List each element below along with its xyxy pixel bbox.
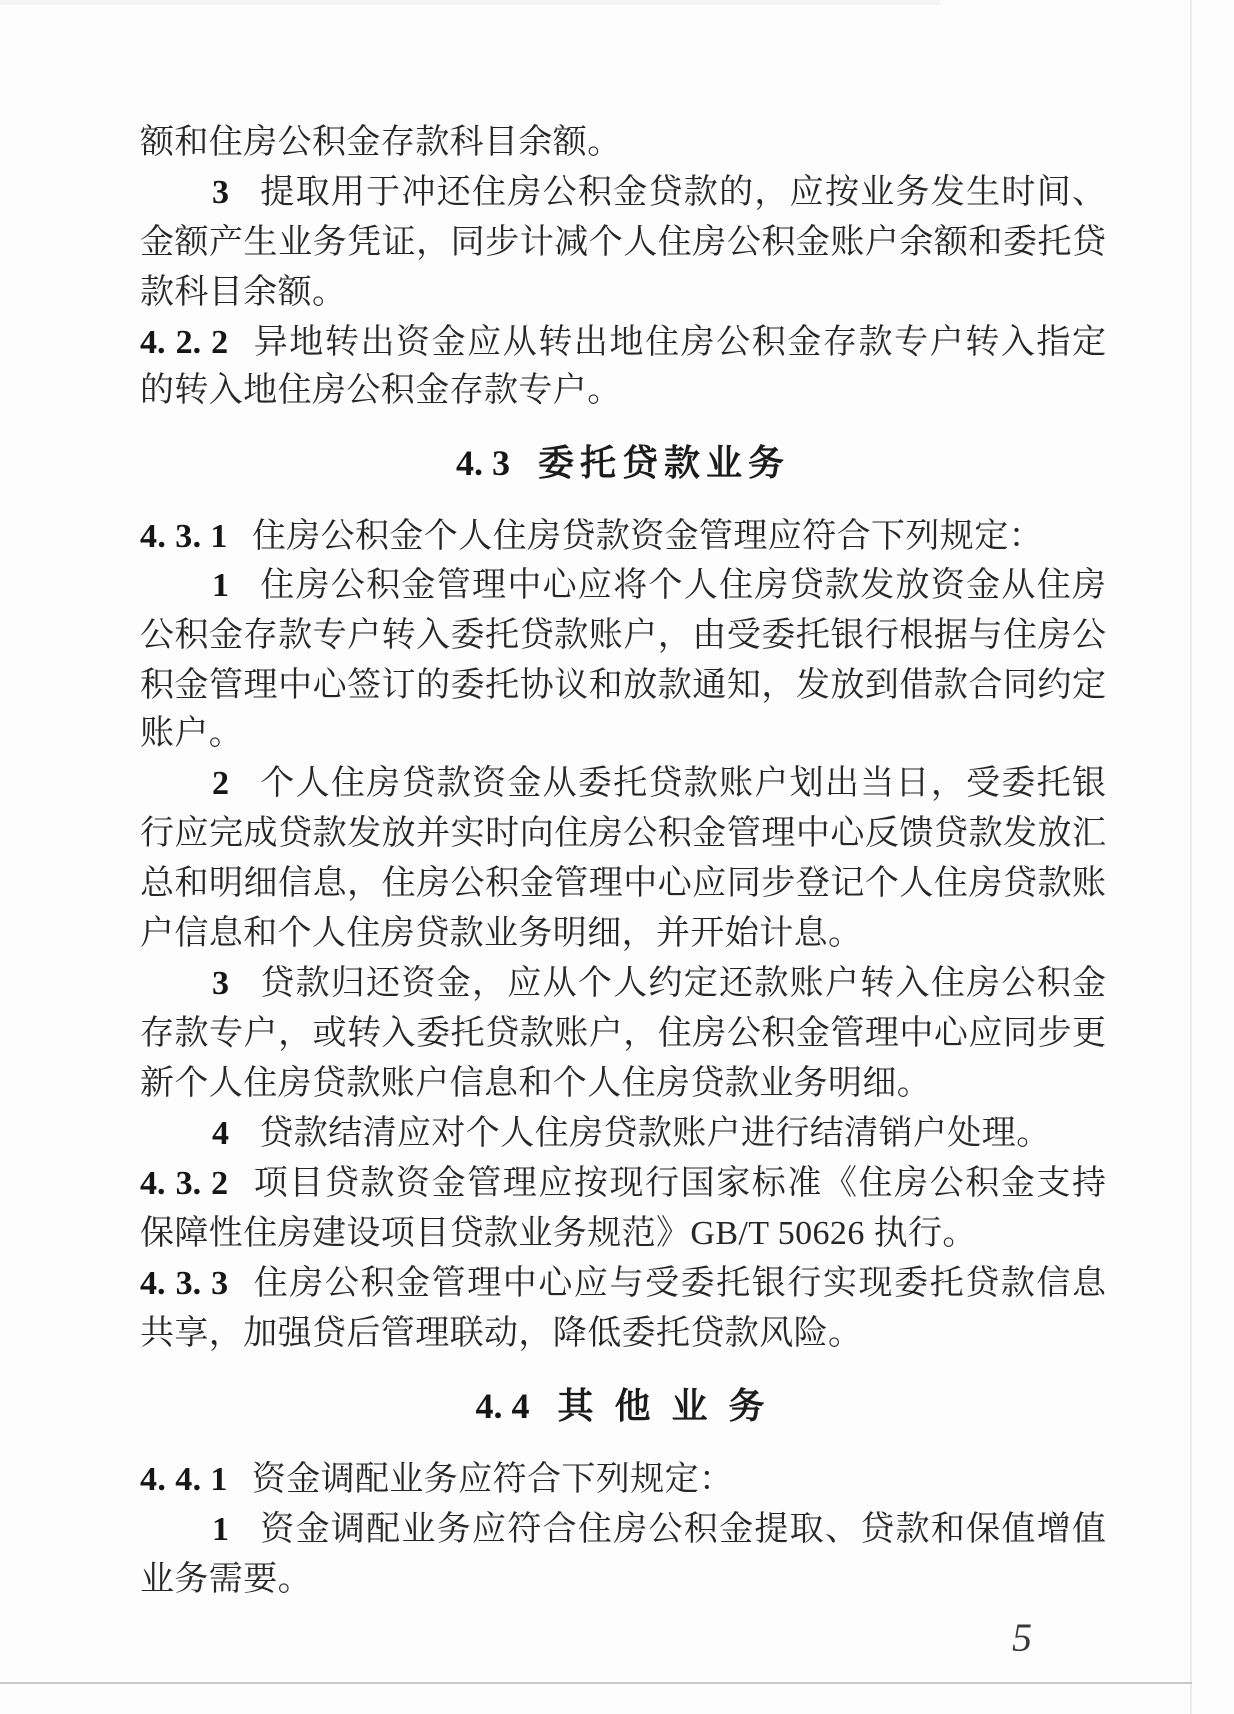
line-text: 公积金存款专户转入委托贷款账户，由受委托银行根据与住房公: [140, 617, 1106, 654]
line-text: 资金调配业务应符合下列规定：: [251, 1461, 734, 1498]
item-number: 1: [212, 1511, 229, 1548]
scan-artifact-top: [0, 0, 940, 5]
item-number: 3: [212, 174, 229, 211]
section-title: 其 他 业 务: [557, 1386, 771, 1426]
line-text: 贷款结清应对个人住房贷款账户进行结清销户处理。: [259, 1115, 1051, 1152]
text-line: [140, 1309, 1106, 1359]
line-text: 账户。: [140, 715, 244, 752]
section-number: 4. 3: [455, 443, 510, 483]
line-text: 个人住房贷款资金从委托贷款账户划出当日，受委托银: [259, 765, 1106, 802]
line-text: 新个人住房贷款账户信息和个人住房贷款业务明细。: [140, 1065, 932, 1102]
list-item-line: [140, 561, 1106, 611]
item-number: 3: [212, 965, 229, 1002]
clause-4-4-1: [140, 1455, 1106, 1505]
clause-number: 4. 2. 2: [140, 324, 229, 361]
clause-number: 4. 3. 2: [140, 1165, 229, 1202]
line-text: 共享，加强贷后管理联动，降低委托贷款风险。: [140, 1315, 863, 1352]
list-item-line: [140, 1109, 1106, 1159]
text-line: [140, 809, 1106, 859]
list-item-line: [140, 959, 1106, 1009]
text-line: [140, 661, 1106, 711]
text-line: [140, 859, 1106, 909]
clause-number: 4. 4. 1: [140, 1461, 228, 1498]
clause-4-3-1: [140, 512, 1106, 562]
clause-4-3-2: [140, 1159, 1106, 1209]
section-heading-4-4: [140, 1377, 1106, 1435]
section-title: 委托贷款业务: [537, 443, 790, 483]
text-line: [140, 268, 1106, 318]
line-text: 行应完成贷款发放并实时向住房公积金管理中心反馈贷款发放汇: [140, 815, 1106, 852]
text-line: [140, 909, 1106, 959]
clause-number: 4. 3. 3: [140, 1265, 229, 1302]
item-number: 4: [212, 1115, 230, 1152]
text-line: [140, 118, 1106, 168]
line-text: 资金调配业务应符合住房公积金提取、贷款和保值增值: [259, 1511, 1106, 1548]
clause-number: 4. 3. 1: [140, 518, 228, 555]
text-line: [140, 709, 1106, 759]
line-text: 贷款归还资金，应从个人约定还款账户转入住房公积金: [259, 965, 1106, 1002]
line-text: 金额产生业务凭证，同步计减个人住房公积金账户余额和委托贷: [140, 224, 1106, 261]
section-number: 4. 4: [475, 1386, 530, 1426]
line-text: 异地转出资金应从转出地住房公积金存款专户转入指定: [252, 324, 1107, 361]
clause-4-3-3: [140, 1259, 1106, 1309]
item-number: 1: [212, 567, 229, 604]
clause-4-2-2: [140, 318, 1106, 368]
line-text: 积金管理中心签订的委托协议和放款通知，发放到借款合同约定: [140, 667, 1106, 704]
line-text: 保障性住房建设项目贷款业务规范》GB/T 50626 执行。: [140, 1215, 977, 1252]
line-text: 住房公积金个人住房贷款资金管理应符合下列规定：: [251, 518, 1044, 555]
text-line: [140, 1059, 1106, 1109]
list-item-line: [140, 759, 1106, 809]
text-line: [140, 611, 1106, 661]
line-text: 项目贷款资金管理应按现行国家标准《住房公积金支持: [252, 1165, 1107, 1202]
line-text: 户信息和个人住房贷款业务明细，并开始计息。: [140, 915, 863, 952]
line-text: 的转入地住房公积金存款专户。: [140, 372, 622, 409]
line-text: 总和明细信息，住房公积金管理中心应同步登记个人住房贷款账: [140, 865, 1106, 902]
text-line: [140, 1555, 1106, 1605]
text-line: [140, 366, 1106, 416]
line-text: 款科目余额。: [140, 274, 347, 311]
line-text: 提取用于冲还住房公积金贷款的，应按业务发生时间、: [259, 174, 1106, 211]
line-text: 额和住房公积金存款科目余额。: [140, 124, 622, 161]
page-number: 5: [1012, 1615, 1032, 1660]
text-line: [140, 1009, 1106, 1059]
footer-rule: [0, 1682, 1192, 1684]
line-text: 住房公积金管理中心应将个人住房贷款发放资金从住房: [259, 567, 1106, 604]
list-item-line: [140, 1505, 1106, 1555]
list-item-line: [140, 168, 1106, 218]
line-text: 住房公积金管理中心应与受委托银行实现委托贷款信息: [252, 1265, 1107, 1302]
text-line: [140, 218, 1106, 268]
item-number: 2: [212, 765, 229, 802]
section-heading-4-3: [140, 434, 1106, 492]
line-text: 存款专户，或转入委托贷款账户，住房公积金管理中心应同步更: [140, 1015, 1106, 1052]
line-text: 业务需要。: [140, 1561, 312, 1598]
text-line: [140, 1209, 1106, 1259]
scan-artifact-right-edge: [1190, 0, 1192, 1714]
